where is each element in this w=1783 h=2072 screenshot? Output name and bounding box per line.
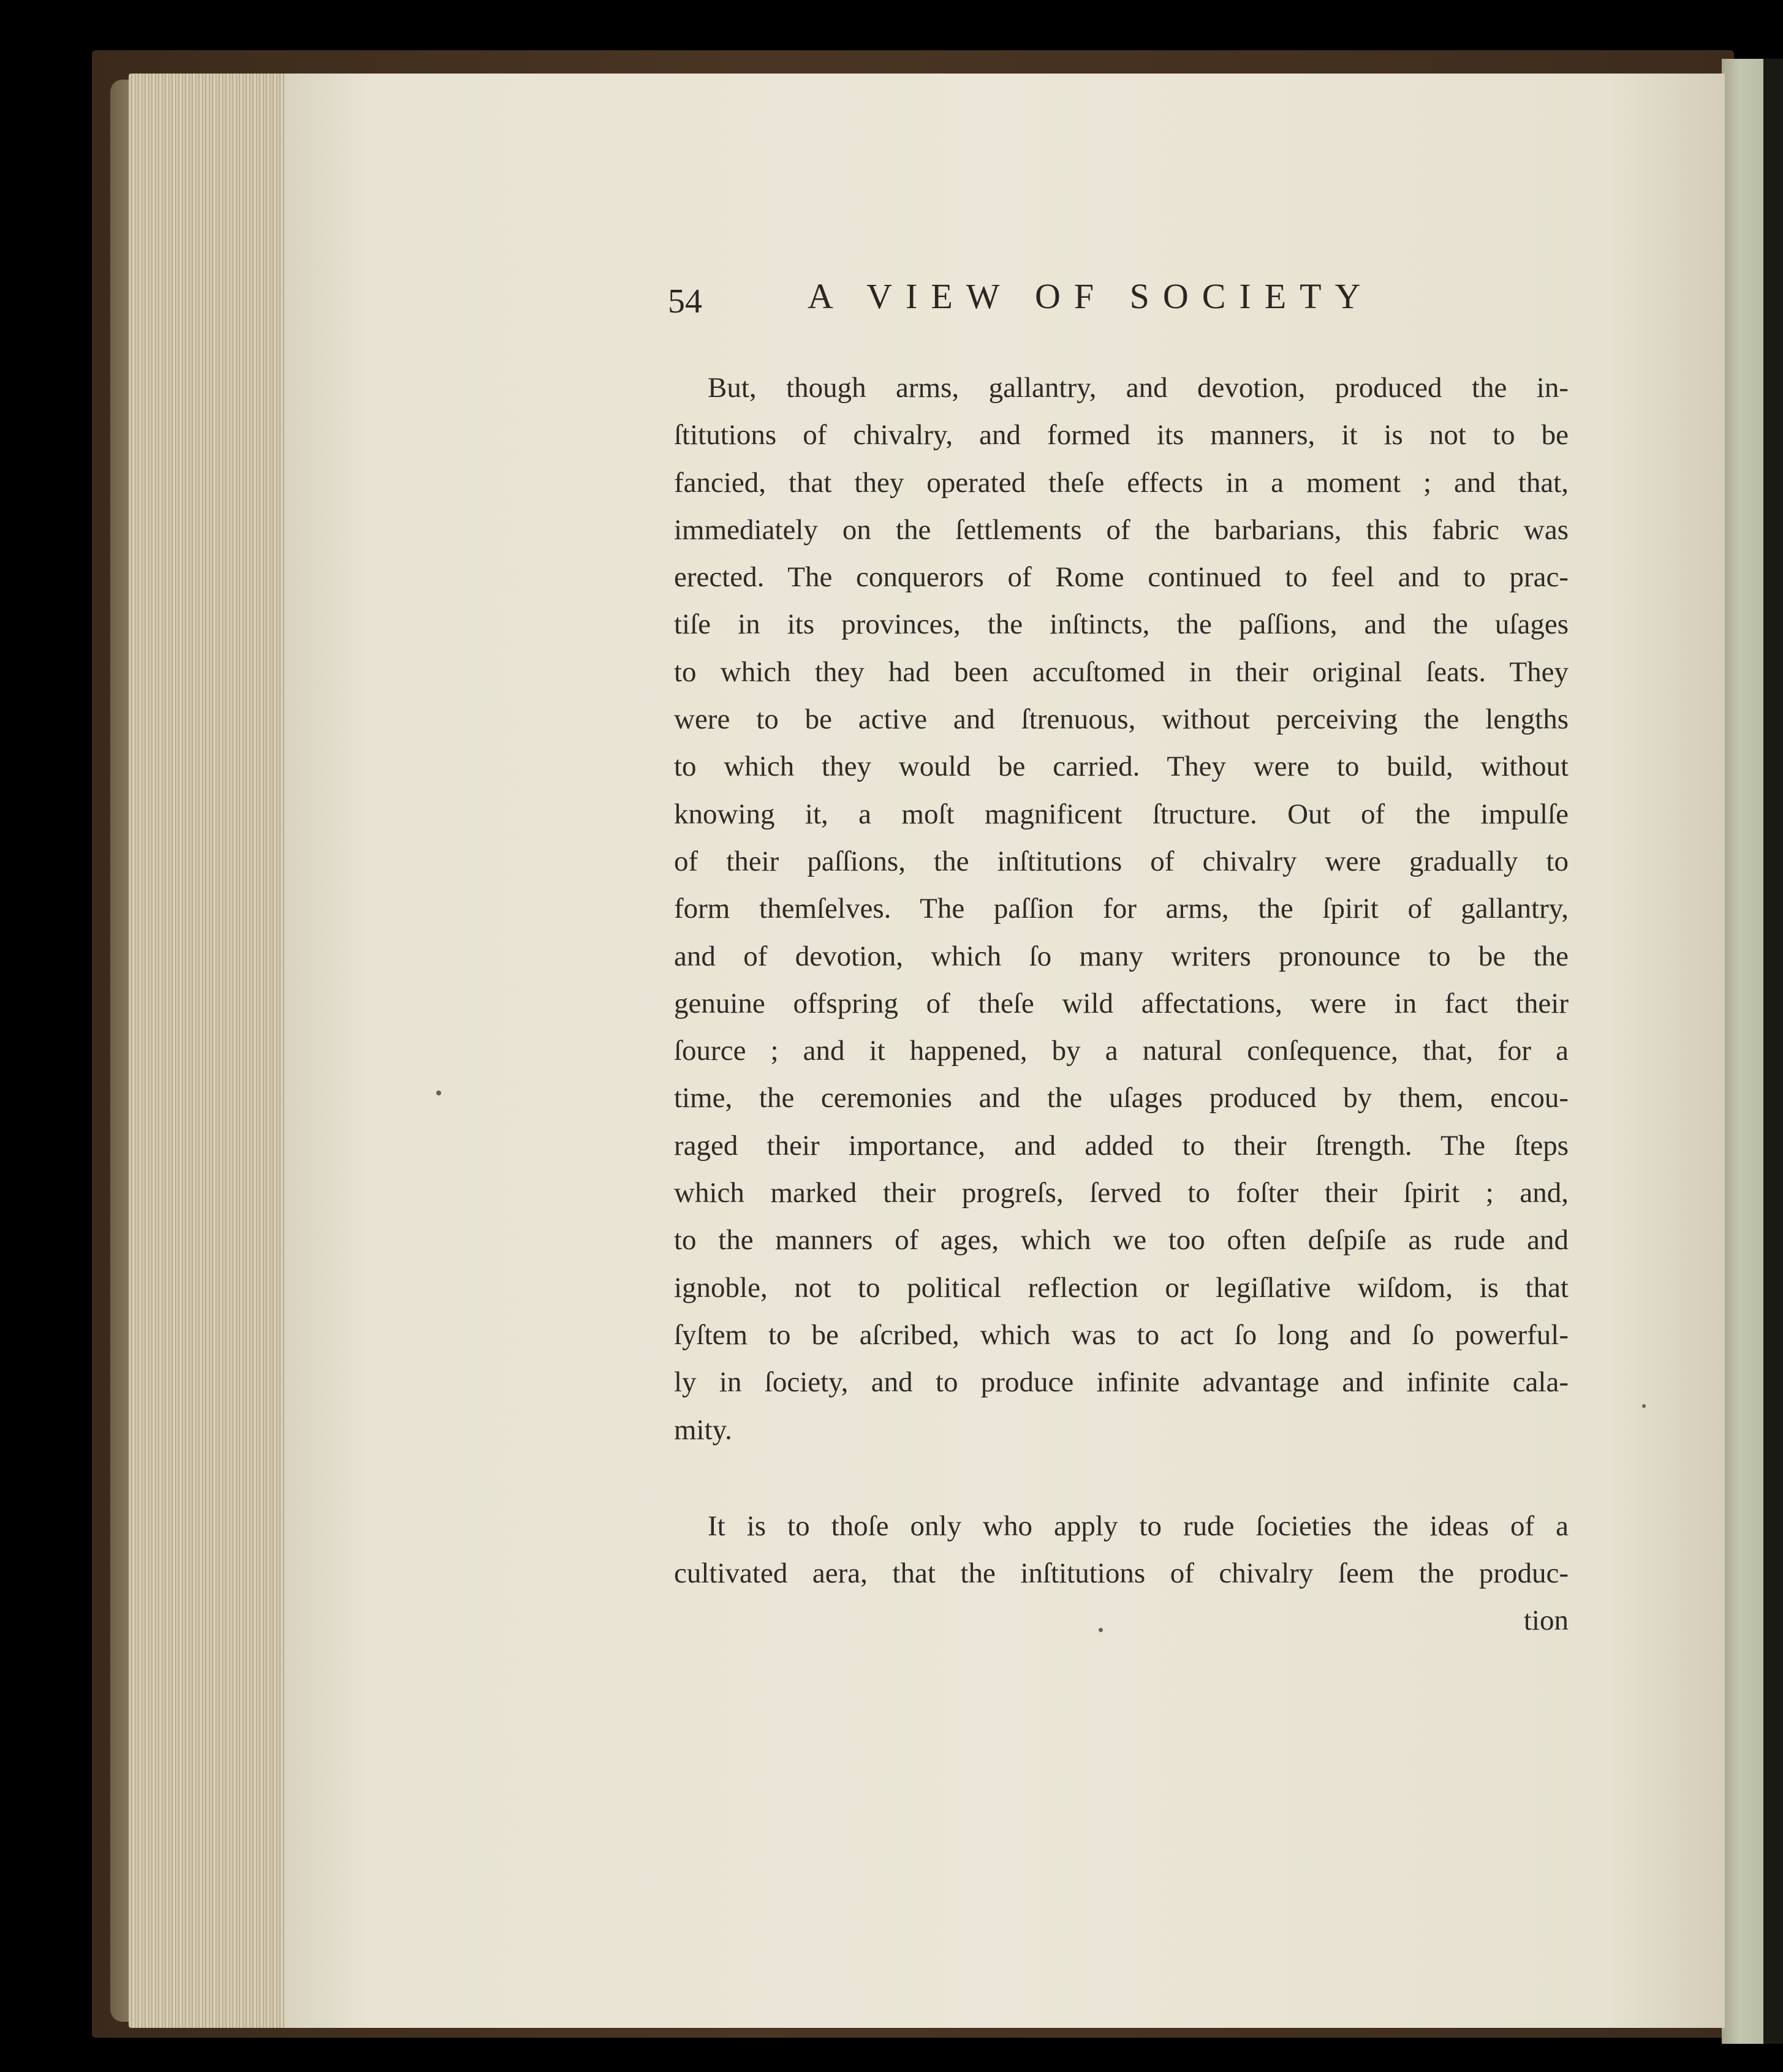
- text-line: fancied, that they operated theſe effects in a moment ; and that,: [674, 466, 1569, 499]
- paragraph-gap: [674, 1454, 1569, 1503]
- text-line: to which they would be carried. They were to build, without: [674, 751, 1569, 783]
- text-line: ſtitutions of chivalry, and formed its manners, it is not to be: [674, 419, 1569, 452]
- text-line: and of devotion, which ſo many writers pronounce to be the: [674, 940, 1569, 972]
- page-header: [668, 276, 1403, 331]
- text-line: It is to thoſe only who apply to rude ſocieties the ideas of a: [708, 1510, 1569, 1542]
- running-head: A VIEW OF SOCIETY: [808, 276, 1374, 316]
- paragraph: [674, 365, 1569, 1454]
- text-line: tiſe in its provinces, the inſtincts, the paſſions, and the uſages: [674, 608, 1569, 641]
- paper-speck: [1642, 1404, 1646, 1408]
- text-line: form themſelves. The paſſion for arms, the ſpirit of gallantry,: [674, 893, 1569, 925]
- text-line: to the manners of ages, which we too often deſpiſe as rude and: [674, 1224, 1569, 1257]
- text-line: ly in ſociety, and to produce infinite advantage and infinite cala-: [674, 1366, 1569, 1399]
- facing-page-edge: [1722, 59, 1765, 2044]
- cover-edge: [1763, 59, 1783, 2044]
- page-edges: [129, 74, 288, 2028]
- paper-speck: [436, 1091, 441, 1095]
- text-line: to which they had been accuſtomed in their original ſeats. They: [674, 656, 1569, 688]
- text-line: erected. The conquerors of Rome continued to feel and to prac-: [674, 561, 1569, 594]
- paragraph: [674, 1503, 1569, 1598]
- paper-speck: [1099, 1628, 1103, 1632]
- text-line: time, the ceremonies and the uſages produced by them, encou-: [674, 1082, 1569, 1114]
- text-line: which marked their progreſs, ſerved to foſter their ſpirit ; and,: [674, 1177, 1569, 1209]
- text-line: But, though arms, gallantry, and devotion, produced the in-: [708, 372, 1569, 404]
- text-line: of their paſſions, the inſtitutions of chivalry were gradually to: [674, 845, 1569, 877]
- text-line: immediately on the ſettlements of the barbarians, this fabric was: [674, 513, 1569, 546]
- text-line: knowing it, a moſt magnificent ſtructure. Out of the impulſe: [674, 798, 1569, 830]
- text-line: cultivated aera, that the inſtitutions of chivalry ſeem the produc-: [674, 1557, 1569, 1590]
- page-number: 54: [668, 282, 702, 320]
- text-line: ſource ; and it happened, by a natural conſequence, that, for a: [674, 1035, 1569, 1067]
- text-line: were to be active and ſtrenuous, without perceiving the lengths: [674, 703, 1569, 736]
- text-line: genuine offspring of theſe wild affectations, were in fact their: [674, 987, 1569, 1019]
- catchword: tion: [1523, 1605, 1569, 1637]
- text-line: ſyſtem to be aſcribed, which was to act ſo long and ſo powerful-: [674, 1318, 1569, 1351]
- body-text: [674, 365, 1569, 1645]
- text-line: mity.: [674, 1413, 732, 1446]
- text-line: raged their importance, and added to their ſtrength. The ſteps: [674, 1129, 1569, 1162]
- text-line: ignoble, not to political reflection or legiſlative wiſdom, is that: [674, 1271, 1569, 1304]
